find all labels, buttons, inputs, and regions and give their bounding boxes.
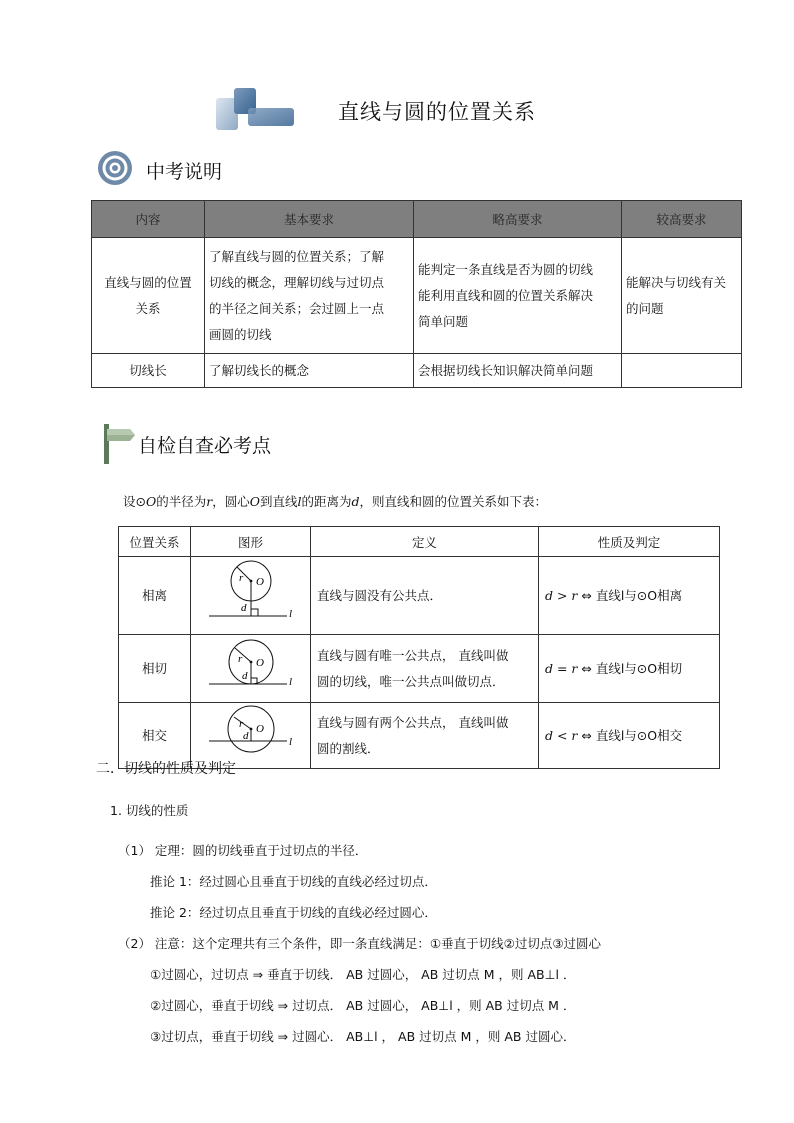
cell-text: 了解直线与圆的位置关系；了解 [209,248,385,264]
cell-text: 关系 [135,300,161,316]
cell-text: 能利用直线和圆的位置关系解决 [418,287,594,303]
cell-text: 能判定一条直线是否为圆的切线 [418,261,594,277]
table-cell [311,635,539,703]
column-header: 较高要求 [622,201,742,238]
cell-text: 直线与圆有唯一公共点， 直线叫做 [317,647,509,663]
corollary-1-text: 推论 1：经过圆心且垂直于切线的直线必经过切点． [150,874,437,889]
math-expression: d > r [545,587,578,603]
figure-label-r: r [238,572,243,584]
table-header-row [119,527,720,557]
cell-text: 圆的割线． [317,740,380,756]
figure-label-d: d [241,670,247,682]
table-cell: 相切 [119,635,191,703]
figure-label-l: l [288,676,292,688]
table-row [92,354,742,388]
section-title-exam-notes: 中考说明 [146,161,223,183]
corollary-2-text: 推论 2：经过切点且垂直于切线的直线必经过圆心． [150,905,437,920]
table-cell [311,703,539,769]
section-title-self-check: 自检自查必考点 [138,435,272,457]
figure-label-O: O [255,576,264,588]
table-cell [622,354,742,388]
intro-text: 设⊙ [123,494,146,509]
theorem-text: （1） 定理：圆的切线垂直于过切点的半径． [118,843,368,858]
figure-label-r: r [238,718,243,730]
table-cell: 相交 [119,703,191,769]
table-cell [311,557,539,635]
page-title: 直线与圆的位置关系 [338,100,536,124]
math-expression: d = r [545,660,578,676]
cell-text: 切线的概念，理解切线与过切点 [209,274,385,290]
table-cell [205,238,414,354]
intro-text: 的半径为 [156,494,207,509]
figure-separate [201,557,301,625]
condition-2-text: ②过圆心，垂直于切线 ⇒ 过切点． AB 过圆心， AB⊥l ，则 AB 过切点 M ． [150,998,576,1013]
table-header-row [92,201,742,238]
table-cell [191,635,311,703]
cell-text: ⇔ 直线l与⊙O相切 [581,660,683,676]
table-row [92,238,742,354]
math-symbol: r [206,494,213,509]
figure-label-d: d [242,730,248,742]
note-text: （2） 注意：这个定理共有三个条件，即一条直线满足：①垂直于切线②过切点③过圆心 [118,936,602,951]
math-symbol: O [249,494,260,509]
figure-label-O: O [255,657,264,669]
cell-text: ⇔ 直线l与⊙O相离 [581,587,683,603]
column-header: 图形 [191,527,311,557]
figure-label-l: l [288,608,292,620]
cell-text: 的半径之间关系；会过圆上一点 [209,300,385,316]
figure-tangent [201,635,301,693]
cell-text: 简单问题 [418,313,469,329]
cell-text: 能解决与切线有关 [626,274,727,290]
condition-1-text: ①过圆心，过切点 ⇒ 垂直于切线． AB 过圆心， AB 过切点 M ，则 AB⊥l ． [150,967,576,982]
column-header: 略高要求 [414,201,622,238]
table-cell: 相离 [119,557,191,635]
column-header: 位置关系 [119,527,191,557]
math-symbol: l [297,494,302,509]
intro-text: 的距离为 [301,494,352,509]
column-header: 内容 [92,201,205,238]
position-relations-table [118,526,720,769]
column-header: 定义 [311,527,539,557]
table-cell [539,703,720,769]
intro-text: ，圆心 [212,494,250,509]
subheading-tangent-property: 1. 切线的性质 [110,803,189,818]
intro-text: ，则直线和圆的位置关系如下表： [359,494,548,509]
target-icon [97,150,133,186]
condition-3-text: ③过切点，垂直于切线 ⇒ 过圆心． AB⊥l ， AB 过切点 M ，则 AB 过圆心． [150,1029,576,1044]
intro-sentence [123,492,547,510]
table-cell [622,238,742,354]
cell-text: 圆的切线，唯一公共点叫做切点． [317,673,505,689]
table-cell [539,557,720,635]
cell-text: ⇔ 直线l与⊙O相交 [581,727,683,743]
cell-text: 直线与圆没有公共点． [317,587,443,603]
table-cell [539,635,720,703]
math-symbol: d [351,494,360,509]
cell-text: 直线与圆有两个公共点， 直线叫做 [317,714,509,730]
table-row [119,635,720,703]
table-cell [414,238,622,354]
requirements-table [91,200,742,388]
table-row [119,557,720,635]
table-cell [191,557,311,635]
figure-intersect [201,703,301,759]
intro-text: 到直线 [260,494,298,509]
section-heading-tangent-properties: 二．切线的性质及判定 [96,761,236,777]
table-cell: 会根据切线长知识解决简单问题 [414,354,622,388]
table-cell [92,238,205,354]
math-expression: d < r [545,727,578,743]
cell-text: 直线与圆的位置 [104,274,192,290]
column-header: 性质及判定 [539,527,720,557]
table-cell: 了解切线长的概念 [205,354,414,388]
math-symbol: O [145,494,157,509]
signpost-icon [96,421,136,465]
table-cell: 切线长 [92,354,205,388]
figure-label-O: O [255,723,264,735]
figure-label-l: l [288,736,292,748]
column-header: 基本要求 [205,201,414,238]
cell-text: 画圆的切线 [209,326,272,342]
cell-text: 的问题 [626,300,664,316]
figure-label-d: d [240,602,246,614]
figure-label-r: r [237,653,242,665]
title-decoration-graphic [214,86,296,132]
